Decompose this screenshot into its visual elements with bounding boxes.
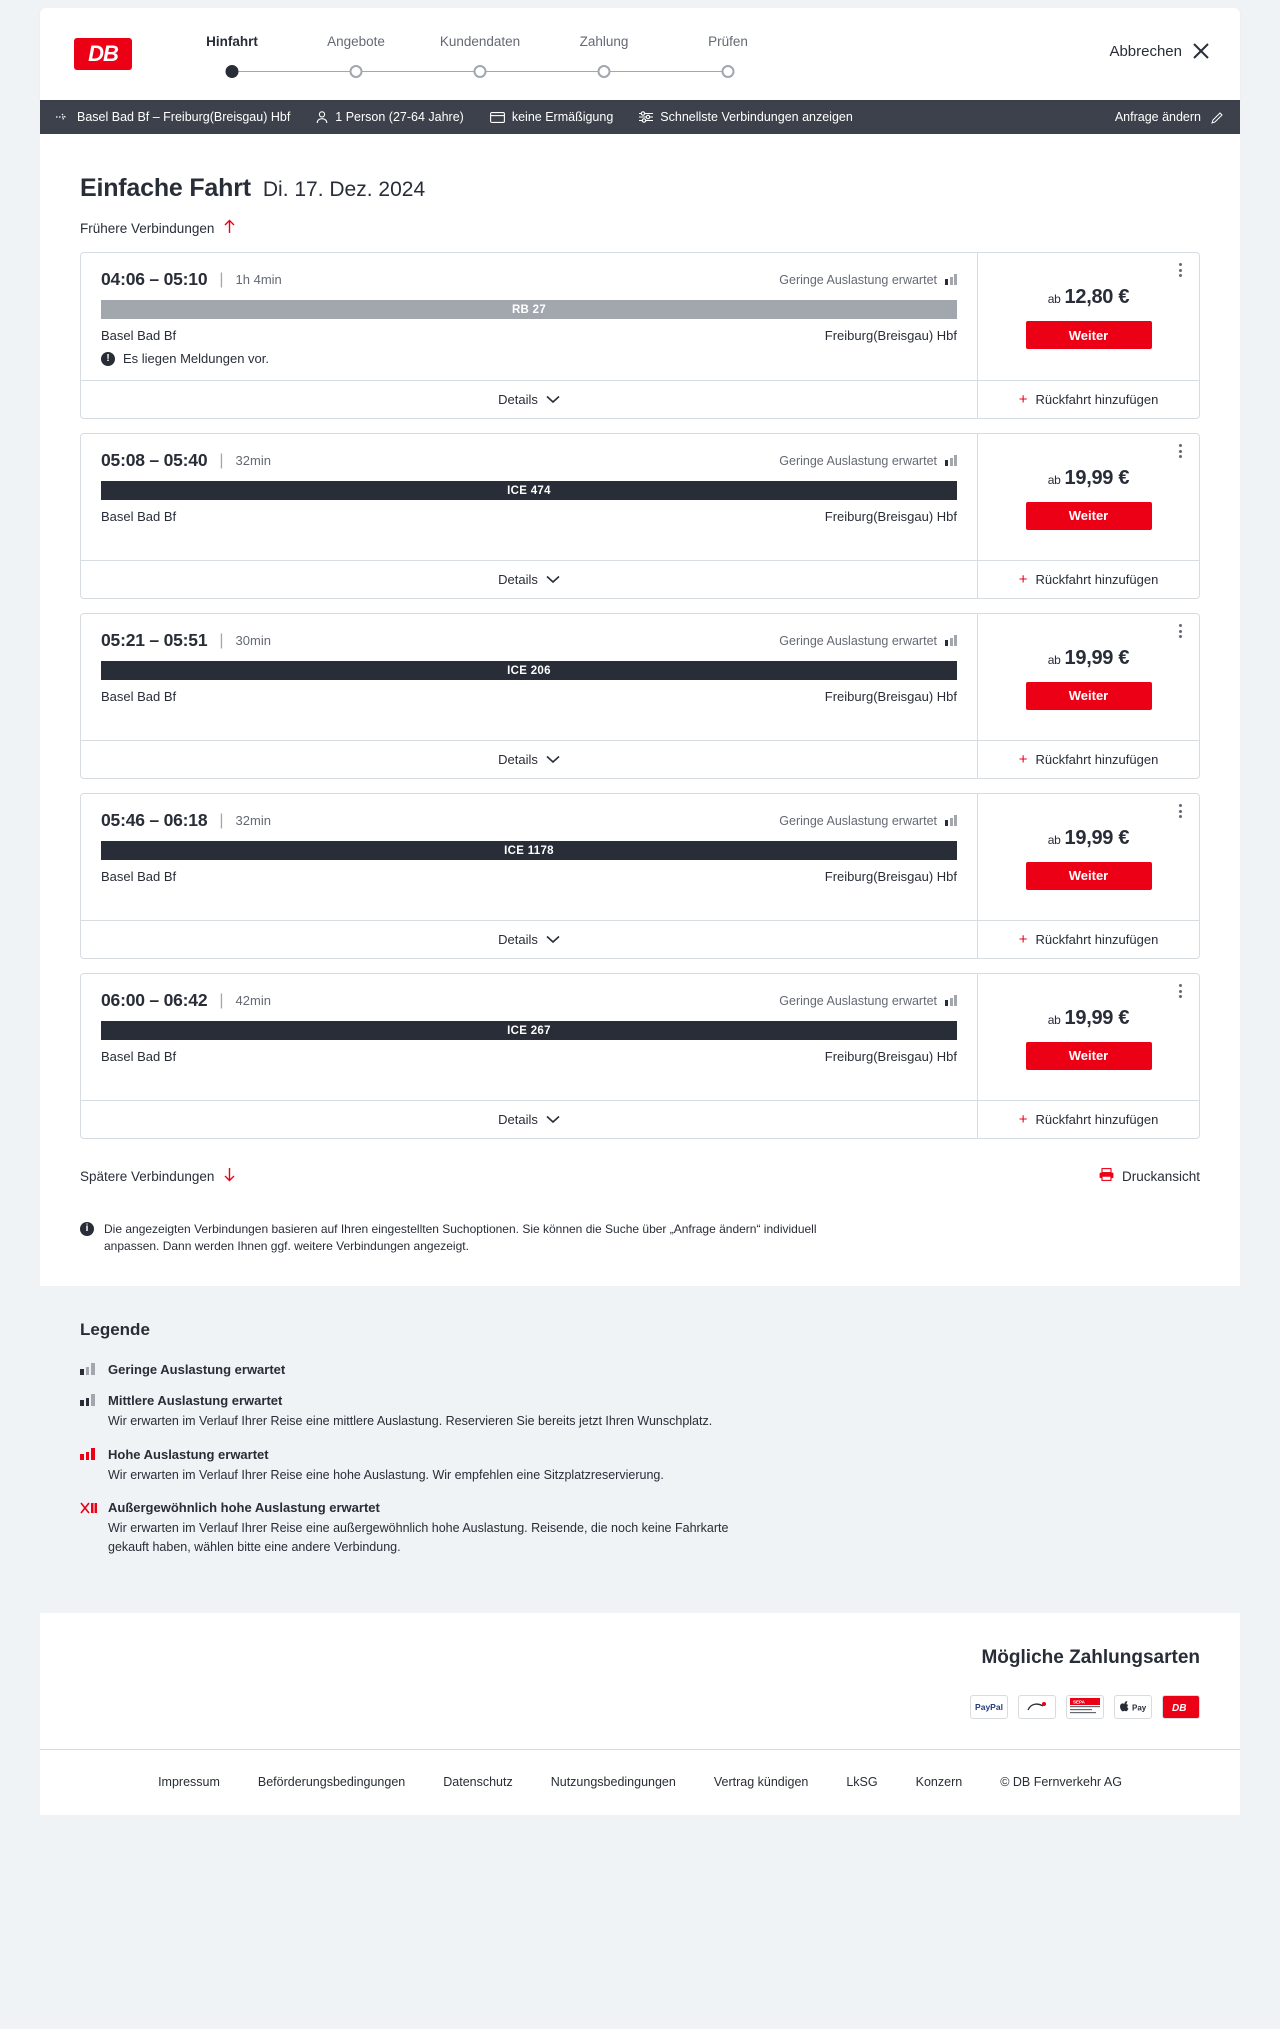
station-from: Basel Bad Bf [101,509,177,524]
connection-card[interactable] [80,973,1200,1139]
connection-time-range: 06:00 – 06:42 [101,990,208,1010]
summary-discount-label: keine Ermäßigung [511,110,614,124]
results-panel [40,134,1240,1286]
connection-time-range: 04:06 – 05:10 [101,269,208,289]
connection-time-range: 05:21 – 05:51 [101,630,208,650]
connection-notice-label: Es liegen Meldungen vor. [123,351,269,366]
close-icon [1192,42,1210,60]
more-options-button[interactable] [1171,622,1189,640]
page-root [0,8,1280,1815]
connection-price-panel [977,794,1199,958]
connection-price-panel [977,253,1199,418]
continue-button[interactable]: Weiter [1026,321,1152,349]
route-arrow-icon [56,112,70,122]
legend-item-desc: Wir erwarten im Verlauf Ihrer Reise eine hohe Auslastung. Wir empfehlen eine Sitzplatzreservierung. [108,1467,664,1482]
later-connections-label: Spätere Verbindungen [80,1168,215,1184]
card-icon [490,112,505,123]
continue-button[interactable]: Weiter [1026,862,1152,890]
footer [40,1749,1240,1815]
price-value: 19,99 € [1064,646,1130,669]
occupancy-icon [945,274,957,285]
plus-icon: + [1018,391,1028,408]
page-title-text: Einfache Fahrt [80,174,251,202]
connection-card[interactable] [80,793,1200,959]
summary-sorting-label: Schnellste Verbindungen anzeigen [660,110,853,124]
occupancy-label: Geringe Auslastung erwartet [779,272,937,287]
more-options-button[interactable] [1171,802,1189,820]
connection-price [1048,827,1129,850]
arrow-down-icon [223,1167,236,1185]
plus-icon: + [1018,571,1028,588]
db-logo[interactable]: DB [74,38,132,70]
occupancy-icon [945,455,957,466]
legend-item-label: Geringe Auslastung erwartet [108,1361,286,1377]
station-to: Freiburg(Breisgau) Hbf [824,328,957,343]
step-dot-icon [226,65,239,78]
train-name-bar: ICE 1178 [101,841,957,860]
add-return-trip-label: Rückfahrt hinzufügen [1035,572,1159,587]
connection-duration: 30min [235,633,271,648]
filter-icon [639,111,653,123]
occupancy-label: Geringe Auslastung erwartet [779,453,937,468]
footer-copyright: © DB Fernverkehr AG [1000,1775,1122,1790]
price-value: 19,99 € [1064,826,1130,849]
details-toggle[interactable] [81,560,977,598]
change-request-label: Anfrage ändern [1114,110,1201,124]
page-title-date: Di. 17. Dez. 2024 [262,178,426,201]
plus-icon: + [1018,931,1028,948]
legend-title: Legende [80,1319,150,1339]
page-title [40,134,1240,203]
connection-details [81,794,977,958]
footer-link-impressum[interactable]: Impressum [158,1775,220,1790]
add-return-trip-label: Rückfahrt hinzufügen [1035,752,1159,767]
person-icon [316,111,328,124]
results-footer-row [80,1153,1200,1199]
details-label: Details [498,752,538,767]
step-pruefen[interactable] [666,34,790,79]
search-info-text: Die angezeigten Verbindungen basieren auf Ihren eingestellten Suchoptionen. Sie können die Suche über „Anfrage ändern“ individuell anpassen. Dann werden Ihnen ggf. weitere Verbindungen angezeigt. [104,1222,817,1254]
step-label: Kundendaten [439,34,521,49]
paypal-icon [970,1695,1008,1719]
connection-details [81,974,977,1138]
step-label: Angebote [327,34,385,49]
station-to: Freiburg(Breisgau) Hbf [824,689,957,704]
search-summary-bar [40,100,1240,134]
legend-item-label: Außergewöhnlich hohe Auslastung erwartet [108,1500,380,1516]
station-from: Basel Bad Bf [101,328,177,343]
legend-item-mid [80,1393,1200,1431]
connection-price [1048,467,1129,490]
legend-item-label: Hohe Auslastung erwartet [108,1446,269,1462]
occupancy-low-icon [80,1363,98,1375]
connection-price [1048,286,1129,309]
connection-card[interactable] [80,613,1200,779]
later-connections-button[interactable] [80,1167,236,1185]
step-angebote[interactable] [294,34,418,79]
plus-icon: + [1018,1111,1028,1128]
price-value: 12,80 € [1064,286,1130,308]
occupancy-label: Geringe Auslastung erwartet [779,993,937,1008]
chevron-down-icon [546,1112,560,1127]
summary-sorting[interactable] [639,110,853,124]
legend-item-desc: Wir erwarten im Verlauf Ihrer Reise eine mittlere Auslastung. Reservieren Sie bereits jetzt Ihren Wunschplatz. [108,1413,713,1428]
add-return-trip-button[interactable] [978,740,1199,778]
step-dot-icon [350,65,363,78]
payment-methods-section [40,1613,1240,1749]
details-toggle[interactable] [81,380,977,418]
info-icon: ! [101,352,115,366]
cancel-button[interactable] [1109,42,1210,60]
divider: | [219,991,224,1009]
summary-route-label: Basel Bad Bf – Freiburg(Breisgau) Hbf [77,110,291,124]
sepa-icon [1066,1695,1104,1719]
step-kundendaten[interactable] [418,34,542,79]
train-name-bar: ICE 267 [101,1021,957,1040]
connection-price-panel [977,434,1199,598]
legend-item-high [80,1447,1200,1485]
connection-card[interactable] [80,433,1200,599]
divider: | [219,451,224,469]
payment-icons [80,1695,1200,1719]
legend-item-low [80,1362,1200,1377]
details-toggle[interactable] [81,1100,977,1138]
footer-link-vertrag-kuendigen[interactable]: Vertrag kündigen [713,1775,809,1790]
more-options-button[interactable] [1171,982,1189,1000]
step-hinfahrt[interactable] [170,34,294,79]
station-to: Freiburg(Breisgau) Hbf [824,1049,957,1064]
details-label: Details [498,392,538,407]
db-icon [1162,1695,1200,1719]
footer-link-befoerderungsbedingungen[interactable]: Beförderungsbedingungen [257,1775,406,1790]
station-to: Freiburg(Breisgau) Hbf [824,869,957,884]
occupancy-mid-icon [80,1394,98,1406]
connection-time-range: 05:46 – 06:18 [101,810,208,830]
station-from: Basel Bad Bf [101,1049,177,1064]
price-prefix: ab [1047,292,1061,306]
plus-icon: + [1018,751,1028,768]
occupancy-veryhigh-icon [80,1502,98,1514]
train-name-bar: RB 27 [101,300,957,319]
connection-price-panel [977,614,1199,778]
connection-duration: 42min [235,993,271,1008]
connection-duration: 32min [235,813,271,828]
step-label: Prüfen [708,34,748,49]
legend-section [40,1286,1240,1613]
add-return-trip-button[interactable] [978,1100,1199,1138]
divider: | [219,270,224,288]
add-return-trip-button[interactable] [978,560,1199,598]
svg-text:Pay: Pay [1132,1703,1147,1713]
connection-details [81,614,977,778]
footer-link-lksg[interactable]: LkSG [846,1775,878,1790]
connection-details [81,253,977,418]
station-from: Basel Bad Bf [101,689,177,704]
step-label: Zahlung [579,34,629,49]
details-label: Details [498,1112,538,1127]
add-return-trip-button[interactable] [978,920,1199,958]
summary-discount[interactable] [490,110,613,124]
print-view-label: Druckansicht [1121,1168,1200,1184]
step-dot-icon [722,65,735,78]
info-icon: i [80,1222,94,1236]
earlier-connections-label: Frühere Verbindungen [80,221,215,236]
print-view-button[interactable] [1099,1168,1200,1184]
svg-text:DB: DB [1172,1702,1187,1714]
connection-notice[interactable] [101,351,957,366]
payment-methods-title: Mögliche Zahlungsarten [981,1646,1200,1668]
summary-route[interactable] [56,110,290,124]
more-options-button[interactable] [1171,442,1189,460]
price-prefix: ab [1047,652,1061,667]
giropay-icon [1018,1695,1056,1719]
continue-button[interactable]: Weiter [1026,1042,1152,1070]
connection-duration: 1h 4min [235,272,282,287]
details-toggle[interactable] [81,740,977,778]
earlier-connections-button[interactable] [80,219,236,238]
price-prefix: ab [1047,1012,1061,1027]
checkout-stepper [170,34,790,79]
occupancy-icon [945,635,957,646]
continue-button[interactable]: Weiter [1026,682,1152,710]
footer-link-nutzungsbedingungen[interactable]: Nutzungsbedingungen [550,1775,676,1790]
summary-passengers[interactable] [316,110,464,124]
occupancy-label: Geringe Auslastung erwartet [779,813,937,828]
legend-item-label: Mittlere Auslastung erwartet [108,1392,283,1408]
divider: | [219,811,224,829]
connection-time-range: 05:08 – 05:40 [101,450,208,470]
legend-item-desc: Wir erwarten im Verlauf Ihrer Reise eine außergewöhnlich hohe Auslastung. Reisende, die noch keine Fahrkarte gekauft haben, wählen bitte eine andere Verbindung. [108,1521,729,1555]
occupancy-label: Geringe Auslastung erwartet [779,633,937,648]
details-label: Details [498,932,538,947]
printer-icon [1099,1168,1114,1184]
price-value: 19,99 € [1064,1006,1130,1029]
details-label: Details [498,572,538,587]
summary-passengers-label: 1 Person (27-64 Jahre) [335,110,464,124]
cancel-label: Abbrechen [1109,42,1182,60]
train-name-bar: ICE 474 [101,481,957,500]
divider: | [219,631,224,649]
chevron-down-icon [546,752,560,767]
connection-price-panel [977,974,1199,1138]
connection-price [1048,647,1129,670]
occupancy-high-icon [80,1448,98,1460]
price-value: 19,99 € [1064,466,1130,489]
applepay-icon [1114,1695,1152,1719]
add-return-trip-label: Rückfahrt hinzufügen [1035,392,1159,407]
paypal-label: PayPal [975,1701,1003,1712]
occupancy-icon [945,815,957,826]
svg-text:SEPA: SEPA [1073,1699,1085,1705]
continue-button[interactable]: Weiter [1026,502,1152,530]
connection-price [1048,1007,1129,1030]
add-return-trip-button[interactable] [978,380,1199,418]
arrow-up-icon [223,219,236,238]
chevron-down-icon [546,572,560,587]
step-label: Hinfahrt [206,34,258,49]
price-prefix: ab [1047,832,1061,847]
train-name-bar: ICE 206 [101,661,957,680]
add-return-trip-label: Rückfahrt hinzufügen [1035,932,1159,947]
footer-link-konzern[interactable]: Konzern [915,1775,963,1790]
details-toggle[interactable] [81,920,977,958]
price-prefix: ab [1047,472,1061,487]
connection-details [81,434,977,598]
pencil-icon [1211,111,1224,124]
change-request-button[interactable] [1115,110,1224,124]
station-to: Freiburg(Breisgau) Hbf [824,509,957,524]
chevron-down-icon [546,392,560,407]
app-header [40,8,1240,100]
chevron-down-icon [546,932,560,947]
step-dot-icon [598,65,611,78]
occupancy-icon [945,995,957,1006]
search-info-note [80,1221,840,1256]
footer-link-datenschutz[interactable]: Datenschutz [443,1775,513,1790]
add-return-trip-label: Rückfahrt hinzufügen [1035,1112,1159,1127]
step-zahlung[interactable] [542,34,666,79]
connection-duration: 32min [235,453,271,468]
legend-item-veryhigh [80,1500,1200,1557]
step-dot-icon [474,65,487,78]
station-from: Basel Bad Bf [101,869,177,884]
connection-card[interactable] [80,252,1200,419]
more-options-button[interactable] [1171,261,1189,279]
